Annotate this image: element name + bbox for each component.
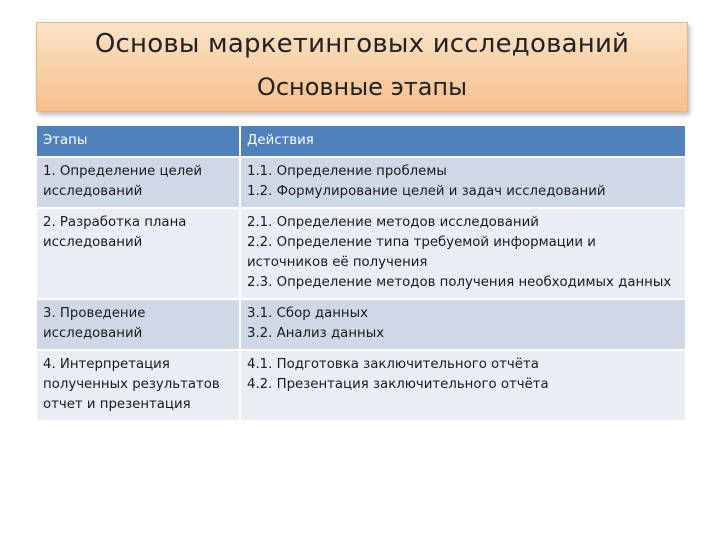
header-actions: Действия — [240, 126, 685, 157]
stage-cell — [37, 299, 240, 350]
table-row — [37, 299, 685, 350]
action-text: 1.1. Определение проблемы — [247, 164, 447, 179]
action-text: 1.2. Формулирование целей и задач исследований — [247, 184, 606, 199]
action-text: 2.1. Определение методов исследований — [247, 215, 539, 230]
stage-text: отчет и презентация — [43, 397, 191, 412]
stage-text: исследований — [43, 184, 143, 199]
actions-cell — [240, 157, 685, 208]
table-row — [37, 157, 685, 208]
slide-subtitle: Основные этапы — [256, 73, 468, 101]
actions-cell — [240, 208, 685, 299]
header-stages: Этапы — [37, 126, 240, 157]
table-row — [37, 208, 685, 299]
actions-cell — [240, 350, 685, 421]
stage-text: 1. Определение целей — [43, 164, 203, 179]
slide-title-box — [36, 22, 688, 112]
action-text: 4.1. Подготовка заключительного отчёта — [247, 357, 539, 372]
actions-cell — [240, 299, 685, 350]
stage-cell — [37, 157, 240, 208]
stage-cell — [37, 350, 240, 421]
stage-cell — [37, 208, 240, 299]
action-text: 3.1. Сбор данных — [247, 306, 368, 321]
stage-text: исследований — [43, 326, 143, 341]
stage-text: полученных результатов — [43, 377, 220, 392]
table-row — [37, 350, 685, 421]
action-text: 2.3. Определение методов получения необходимых данных — [247, 275, 672, 290]
stage-text: исследований — [43, 235, 143, 250]
action-text: 4.2. Презентация заключительного отчёта — [247, 377, 549, 392]
stage-text: 2. Разработка плана — [43, 215, 187, 230]
stage-text: 4. Интерпретация — [43, 357, 170, 372]
stage-text: 3. Проведение — [43, 306, 146, 321]
slide-title: Основы маркетинговых исследований — [94, 29, 630, 59]
action-text: 3.2. Анализ данных — [247, 326, 385, 341]
action-text: 2.2. Определение типа требуемой информации и источников её получения — [247, 235, 596, 270]
research-stages-table — [37, 126, 685, 422]
table-header-row — [37, 126, 685, 157]
